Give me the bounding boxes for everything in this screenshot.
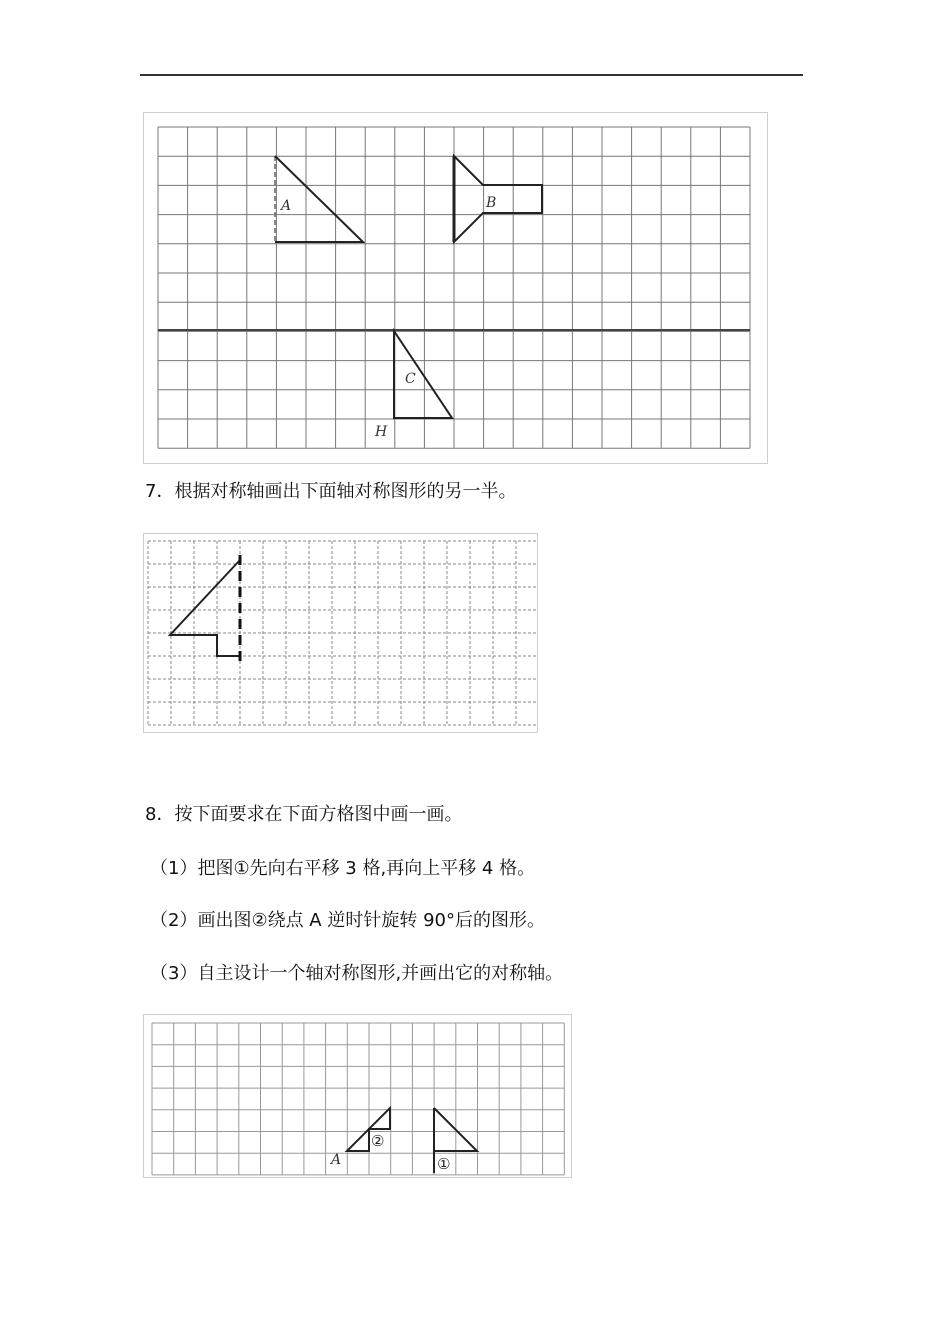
header-rule xyxy=(140,74,803,76)
question-7: 7．根据对称轴画出下面轴对称图形的另一半。 xyxy=(145,481,517,502)
label-c: C xyxy=(405,371,416,387)
grid-figure-1 xyxy=(143,112,768,464)
grid-figure-3 xyxy=(143,1014,572,1178)
label-b: B xyxy=(486,195,497,211)
shape-2-label: ② xyxy=(371,1132,385,1150)
label-h: H xyxy=(375,424,388,440)
point-a-label: A xyxy=(331,1152,342,1168)
question-8-item-2: （2）画出图②绕点 A 逆时针旋转 90°后的图形。 xyxy=(150,910,545,931)
question-8-item-1: （1）把图①先向右平移 3 格,再向上平移 4 格。 xyxy=(150,858,536,879)
question-8: 8．按下面要求在下面方格图中画一画。 xyxy=(145,804,463,825)
shape-1-label: ① xyxy=(437,1155,451,1173)
label-a: A xyxy=(281,198,292,214)
question-8-item-3: （3）自主设计一个轴对称图形,并画出它的对称轴。 xyxy=(150,963,564,984)
grid-figure-2 xyxy=(143,533,538,733)
